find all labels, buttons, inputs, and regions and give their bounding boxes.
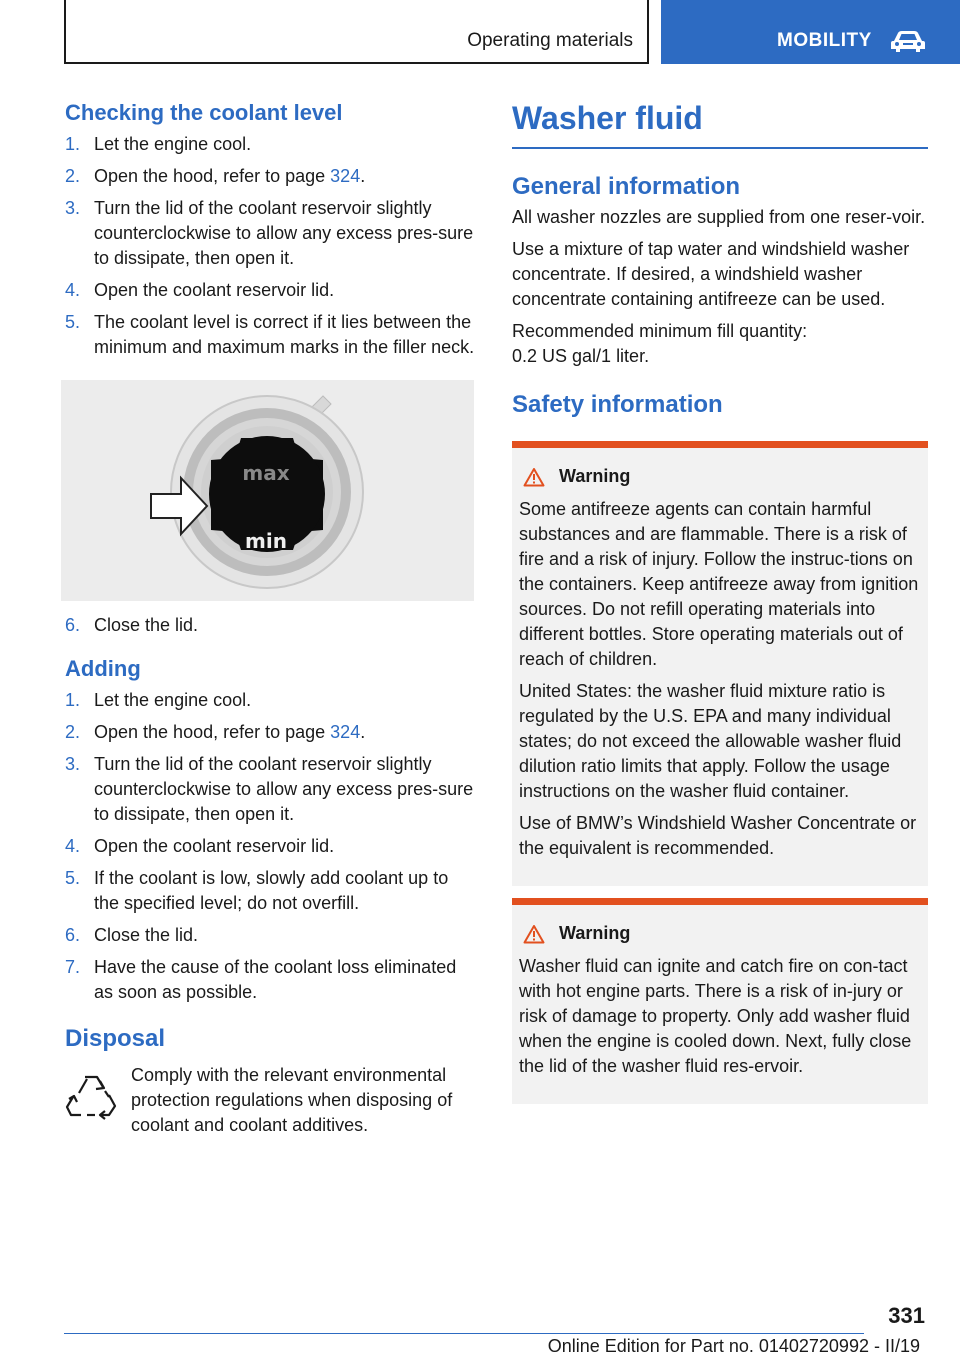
header-section-box xyxy=(64,0,649,64)
list-item: 3. Turn the lid of the coolant reservoir slightly counterclockwise to allow any excess pres-sure to dissipate, then open it. xyxy=(65,754,474,824)
warning-box-2 xyxy=(512,898,928,1104)
coolant-level-image xyxy=(61,380,474,601)
list-item: 4. Open the coolant reservoir lid. xyxy=(65,836,335,856)
adding-steps xyxy=(65,688,478,1005)
page-number: 331 xyxy=(888,1303,925,1328)
warning-box-1 xyxy=(512,441,928,886)
chapter-title: MOBILITY xyxy=(777,30,872,51)
general-p1: All washer nozzles are supplied from one reser-voir. xyxy=(512,207,926,227)
list-item: 1. Let the engine cool. xyxy=(65,690,252,710)
page-link[interactable]: 324 xyxy=(330,166,361,186)
warning-label: Warning xyxy=(559,466,631,486)
list-item: 2. Open the hood, refer to page 324. xyxy=(65,722,366,742)
general-p3: Recommended minimum fill quantity: 0.2 US gal/1 liter. xyxy=(512,321,808,366)
disposal-block xyxy=(65,1063,478,1138)
checking-steps-cont xyxy=(65,613,478,638)
warning-triangle-icon xyxy=(523,467,545,487)
warning-text: Washer fluid can ignite and catch fire on con-tact with hot engine parts. There is a risk of in-jury or risk of damage to property. Only add washer fluid when the engine is cooled down. Next, fully close the lid of the washer fluid res-ervoir. xyxy=(519,956,912,1076)
checking-steps xyxy=(65,132,478,360)
disposal-text: Comply with the relevant environmental protection regulations when disposing of coolant and coolant additives. xyxy=(131,1065,453,1135)
svg-text:max: max xyxy=(242,461,290,485)
car-icon xyxy=(890,28,926,54)
general-info-title: General information xyxy=(512,173,741,200)
warning-triangle-icon xyxy=(523,924,545,944)
list-item: 4. Open the coolant reservoir lid. xyxy=(65,280,335,300)
list-item: 2. Open the hood, refer to page 324. xyxy=(65,166,366,186)
list-item: 6. Close the lid. xyxy=(65,925,199,945)
warning-text: Use of BMW’s Windshield Washer Concentrate or the equivalent is recommended. xyxy=(519,813,917,858)
svg-text:min: min xyxy=(245,529,287,553)
safety-info-title: Safety information xyxy=(512,391,723,418)
list-item: 5. The coolant level is correct if it lies between the minimum and maximum marks in the filler neck. xyxy=(65,312,475,357)
general-p2: Use a mixture of tap water and windshield washer concentrate. If desired, a windshield washer concentrate containing antifreeze can be used. xyxy=(512,239,910,309)
list-item: 7. Have the cause of the coolant loss eliminated as soon as possible. xyxy=(65,957,457,1002)
page-link[interactable]: 324 xyxy=(330,722,361,742)
disposal-title: Disposal xyxy=(65,1025,166,1052)
right-column xyxy=(512,100,928,1104)
list-item: 5. If the coolant is low, slowly add coolant up to the specified level; do not overfill. xyxy=(65,868,449,913)
checking-title: Checking the coolant level xyxy=(65,100,343,125)
list-item: 3. Turn the lid of the coolant reservoir slightly counterclockwise to allow any excess pres-sure to dissipate, then open it. xyxy=(65,198,474,268)
left-column xyxy=(65,100,478,1138)
warning-text: United States: the washer fluid mixture ratio is regulated by the U.S. EPA and many individual states; do not exceed the allowable washer fluid dilution ratio limits that apply. Follow the usage instructions on the washer fluid container. xyxy=(519,681,902,801)
list-item: 6. Close the lid. xyxy=(65,615,199,635)
recycle-icon xyxy=(65,1069,117,1121)
footer-edition: Online Edition for Part no. 01402720992 - II/19 xyxy=(547,1336,920,1356)
footer-divider xyxy=(64,1333,864,1334)
list-item: 1. Let the engine cool. xyxy=(65,134,252,154)
section-title: Operating materials xyxy=(467,30,633,51)
warning-label: Warning xyxy=(559,923,631,943)
adding-title: Adding xyxy=(65,656,141,681)
washer-fluid-title: Washer fluid xyxy=(512,100,928,149)
chapter-tab[interactable] xyxy=(661,0,960,64)
warning-text: Some antifreeze agents can contain harmful substances and are flammable. There is a risk of fire and a risk of injury. Follow the instruc-tions on the containers. Keep antifreeze away from ignition sources. Do not refill operating materials into different bottles. Store operating materials out of reach of children. xyxy=(519,499,919,669)
